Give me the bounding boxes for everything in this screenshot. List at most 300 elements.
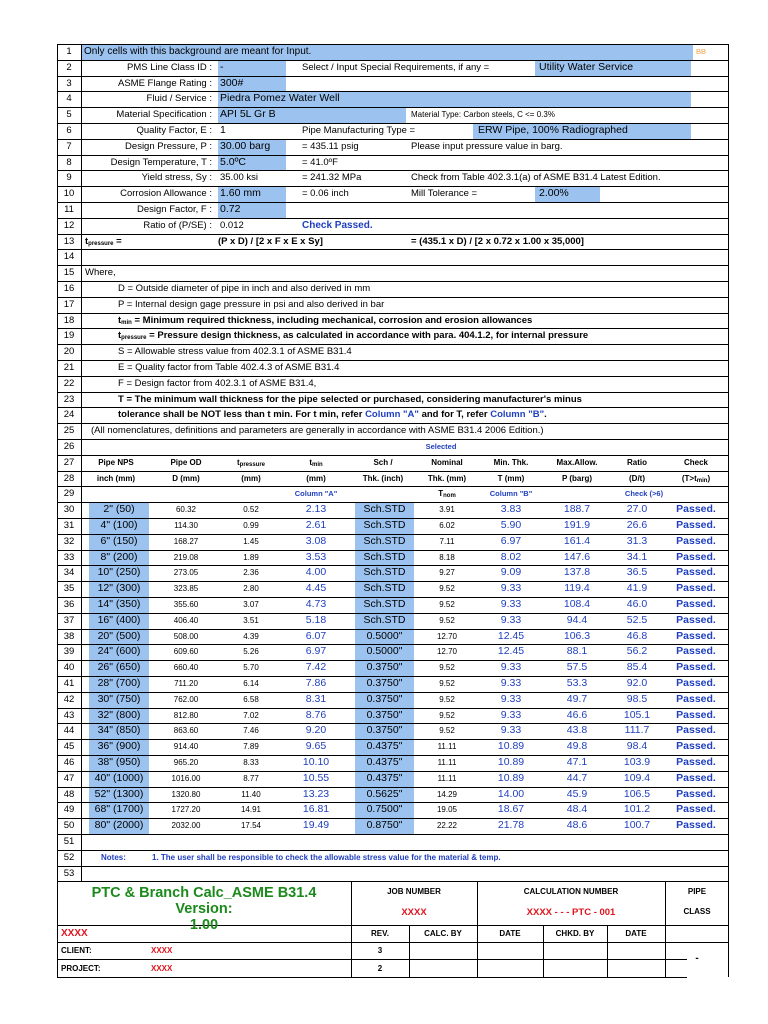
grid-line <box>57 155 729 156</box>
col-min-thk: Min. Thk. <box>493 457 529 467</box>
table-row <box>57 534 729 550</box>
tmin-cell: 6.07 <box>305 629 327 642</box>
definition-e: E = Quality factor from Table 402.4.3 of ASME B31.4 <box>118 362 340 373</box>
schedule-input[interactable]: 0.3750" <box>355 676 414 692</box>
nominal-thk-cell: 9.52 <box>439 663 455 673</box>
row-number: 35 <box>63 583 75 595</box>
nps-input[interactable]: 36" (900) <box>89 739 149 755</box>
col-tnom-symbol: Tnom <box>438 489 456 500</box>
grid-line <box>57 344 729 345</box>
quality-factor-value: 1 <box>220 124 226 136</box>
check-status-cell: Passed. <box>676 534 716 547</box>
grid-line <box>57 376 729 377</box>
od-cell: 2032.00 <box>171 821 201 831</box>
row-1 <box>57 44 729 60</box>
definition-tmin: tmin = Minimum required thickness, including mechanical, corrosion and erosion allowances <box>118 314 533 326</box>
ratio-cell: 103.9 <box>623 756 651 768</box>
nps-input[interactable]: 24" (600) <box>89 644 149 660</box>
grid-line <box>57 186 729 187</box>
od-cell: 1016.00 <box>171 773 201 783</box>
min-thk-cell: 9.33 <box>500 582 522 595</box>
mill-tolerance-label: Mill Tolerance = <box>411 188 478 200</box>
ratio-cell: 34.1 <box>626 550 648 563</box>
grid-line <box>57 249 729 250</box>
min-thk-cell: 3.83 <box>500 503 522 516</box>
nps-input[interactable]: 38" (950) <box>89 755 149 771</box>
schedule-input[interactable]: 0.3750" <box>355 660 414 676</box>
col-pipe-nps-unit: inch (mm) <box>96 473 136 483</box>
nominal-thk-cell: 9.52 <box>439 726 455 736</box>
project-label: PROJECT: <box>61 964 101 973</box>
nominal-thk-cell: 8.18 <box>439 552 455 562</box>
table-row <box>57 723 729 739</box>
definition-s: S = Allowable stress value from 402.3.1 of ASME B31.4 <box>118 346 352 358</box>
grid-line <box>57 534 729 535</box>
client-value: XXXX <box>151 946 173 955</box>
check-status-cell: Passed. <box>676 598 716 610</box>
tpressure-cell: 1.89 <box>243 552 259 562</box>
grid-line <box>57 755 729 756</box>
check-status-cell: Passed. <box>676 613 716 626</box>
table-row <box>57 565 729 581</box>
tmin-cell: 9.65 <box>305 740 327 753</box>
grid-line <box>57 692 729 693</box>
date2-label: DATE <box>625 929 647 938</box>
schedule-input[interactable]: 0.7500" <box>355 802 414 818</box>
min-thk-cell: 10.89 <box>497 756 525 768</box>
pms-line-class-label: PMS Line Class ID : <box>127 61 212 73</box>
tmin-cell: 4.45 <box>305 582 327 595</box>
check-status-cell: Passed. <box>676 645 716 658</box>
table-row <box>57 818 729 834</box>
tmin-cell: 2.61 <box>305 519 327 531</box>
col-tmin: tmin <box>309 457 323 468</box>
schedule-input[interactable]: 0.4375" <box>355 771 414 787</box>
col-nominal-unit: Thk. (mm) <box>427 473 467 483</box>
calc-number-value: XXXX - - - PTC - 001 <box>526 907 616 918</box>
row-number: 2 <box>66 61 72 73</box>
tmin-cell: 2.13 <box>305 503 327 516</box>
definition-p: P = Internal design gage pressure in psi and also derived in bar <box>118 298 385 310</box>
tpressure-cell: 7.46 <box>243 726 259 736</box>
col-sch-unit: Thk. (inch) <box>362 473 404 483</box>
min-thk-cell: 9.33 <box>500 613 522 626</box>
tpressure-formula: (P x D) / [2 x F x E x Sy] <box>218 235 323 247</box>
row-number: 5 <box>66 109 72 121</box>
check-status-cell: Passed. <box>676 787 716 800</box>
check-status-cell: Passed. <box>676 756 716 768</box>
grid-line <box>57 629 729 630</box>
material-spec-label: Material Specification : <box>116 109 212 121</box>
row-number: 31 <box>63 520 75 531</box>
nominal-thk-cell: 9.52 <box>439 615 455 625</box>
ratio-cell: 85.4 <box>626 661 648 674</box>
grid-line <box>57 392 729 393</box>
min-thk-cell: 9.33 <box>500 598 522 610</box>
tmin-cell: 4.00 <box>305 566 327 579</box>
min-thk-cell: 9.09 <box>500 566 522 579</box>
row-number: 47 <box>63 772 75 784</box>
nps-input[interactable]: 12" (300) <box>89 581 149 597</box>
check-status-cell: Passed. <box>676 803 716 816</box>
col-ratio-unit: (D/t) <box>629 473 645 483</box>
tpressure-cell: 6.58 <box>243 694 259 704</box>
grid-line <box>57 455 729 456</box>
tpressure-cell: 11.40 <box>241 789 261 799</box>
schedule-input[interactable]: Sch.STD <box>355 518 414 534</box>
schedule-input[interactable]: 0.3750" <box>355 708 414 724</box>
nps-input[interactable]: 34" (850) <box>89 723 149 739</box>
schedule-input[interactable]: 0.4375" <box>355 755 414 771</box>
row-number: 29 <box>63 488 75 500</box>
grid-line <box>57 360 729 361</box>
grid-line <box>57 597 729 598</box>
nominal-thk-cell: 11.11 <box>437 773 457 783</box>
schedule-input[interactable]: Sch.STD <box>355 534 414 550</box>
tmin-cell: 7.86 <box>305 677 327 689</box>
max-allow-pressure-cell: 57.5 <box>566 661 588 674</box>
nps-input[interactable]: 6" (150) <box>89 534 149 550</box>
check-status-cell: Passed. <box>676 582 716 595</box>
col-max-allow: Max.Allow. <box>556 457 598 467</box>
grid-line <box>57 818 729 819</box>
row-number: 39 <box>63 646 75 658</box>
od-cell: 60.32 <box>175 505 197 515</box>
special-req-label: Select / Input Special Requirements, if any = <box>302 61 490 73</box>
nominal-thk-cell: 19.05 <box>436 805 458 815</box>
tpressure-cell: 6.14 <box>243 679 259 688</box>
od-cell: 219.08 <box>173 552 199 562</box>
tmin-cell: 9.20 <box>305 724 327 737</box>
row-number: 10 <box>63 188 75 200</box>
input-legend: Only cells with this background are meant for Input. <box>81 44 693 60</box>
design-temp-label: Design Temperature, T : <box>110 156 212 168</box>
tpressure-cell: 3.07 <box>243 600 259 609</box>
row-number: 22 <box>63 377 75 389</box>
schedule-input[interactable]: Sch.STD <box>355 565 414 581</box>
nps-input[interactable]: 32" (800) <box>89 708 149 724</box>
ratio-psE-label: Ratio of (P/SE) : <box>143 219 212 231</box>
tmin-cell: 10.10 <box>302 756 330 768</box>
ratio-cell: 106.5 <box>623 787 651 800</box>
grid-line <box>57 581 729 582</box>
grid-line <box>57 297 729 298</box>
nps-input[interactable]: 52" (1300) <box>89 787 149 803</box>
nps-input[interactable]: 16" (400) <box>89 613 149 629</box>
min-thk-cell: 8.02 <box>500 550 522 563</box>
notes-label: Notes: <box>101 852 126 862</box>
row-number: 32 <box>63 535 75 547</box>
row-number: 49 <box>63 804 75 816</box>
col-tpressure: tpressure <box>236 457 266 468</box>
rev-3: 3 <box>377 946 383 955</box>
table-row <box>57 644 729 660</box>
material-type: Material Type: Carbon steels, C <= 0.3% <box>411 110 555 120</box>
tmin-cell: 5.18 <box>305 613 327 626</box>
col-check-unit: (T>tmin) <box>681 473 711 484</box>
min-thk-cell: 14.00 <box>497 787 525 800</box>
grid-line <box>57 139 729 140</box>
table-row <box>57 581 729 597</box>
definition-d: D = Outside diameter of pipe in inch and also derived in mm <box>118 283 371 294</box>
nps-input[interactable]: 14" (350) <box>89 597 149 613</box>
table-row <box>57 802 729 818</box>
grid-line <box>57 550 729 551</box>
design-pressure-psig: = 435.11 psig <box>302 140 359 152</box>
tpressure-cell: 0.52 <box>243 505 259 515</box>
yield-stress-hint: Check from Table 402.3.1(a) of ASME B31.4 Latest Edition. <box>411 172 661 184</box>
row-number: 33 <box>63 551 75 563</box>
grid-line <box>57 234 729 235</box>
row-number: 25 <box>63 425 75 437</box>
col-pipe-nps: Pipe NPS <box>98 457 134 467</box>
yield-stress-label: Yield stress, Sy : <box>141 172 212 184</box>
row-number: 27 <box>63 456 75 468</box>
chkd-by-label: CHKD. BY <box>555 929 595 938</box>
col-pipe-od-unit: D (mm) <box>172 473 200 483</box>
grid-line <box>57 328 729 329</box>
nps-input[interactable]: 2" (50) <box>89 502 149 518</box>
mill-tolerance-input[interactable]: 2.00% <box>535 186 600 202</box>
grid-line <box>57 502 729 503</box>
od-cell: 273.05 <box>173 568 199 578</box>
od-cell: 609.60 <box>173 647 199 657</box>
design-factor-label: Design Factor, F : <box>137 204 212 215</box>
schedule-input[interactable]: Sch.STD <box>355 502 414 518</box>
max-allow-pressure-cell: 94.4 <box>566 613 588 626</box>
max-allow-pressure-cell: 191.9 <box>563 519 591 531</box>
row-number: 21 <box>63 362 75 373</box>
row-number: 52 <box>63 851 75 863</box>
grid-line <box>57 486 729 487</box>
ratio-cell: 36.5 <box>626 566 648 579</box>
nominal-thk-cell: 11.11 <box>437 758 457 767</box>
ratio-cell: 100.7 <box>623 819 651 832</box>
grid-line <box>57 76 729 77</box>
nps-input[interactable]: 68" (1700) <box>89 802 149 818</box>
ratio-cell: 109.4 <box>623 771 651 784</box>
tpressure-cell: 1.45 <box>243 536 259 546</box>
grid-line <box>57 107 729 108</box>
row-number: 30 <box>63 504 75 516</box>
ratio-cell: 111.7 <box>624 724 650 737</box>
row-number: 11 <box>64 204 74 215</box>
nps-input[interactable]: 40" (1000) <box>89 771 149 787</box>
tpressure-cell: 3.51 <box>243 615 259 625</box>
company-name: XXXX <box>61 928 88 939</box>
pressure-hint: Please input pressure value in barg. <box>411 140 563 152</box>
table-row <box>57 502 729 518</box>
pipe-mfg-type-input[interactable]: ERW Pipe, 100% Radiographed <box>473 123 691 139</box>
sheet-title: PTC & Branch Calc_ASME B31.4 Version: 1.00 <box>91 885 317 933</box>
od-cell: 711.20 <box>174 679 198 688</box>
grid-line <box>57 850 729 851</box>
row-number: 15 <box>63 267 75 279</box>
tmin-cell: 10.55 <box>302 771 330 784</box>
cell-code: BB <box>695 47 706 56</box>
class-value: - <box>695 953 699 964</box>
row-number: 46 <box>63 757 75 768</box>
table-row <box>57 692 729 708</box>
nps-input[interactable]: 8" (200) <box>89 550 149 566</box>
row-number: 18 <box>63 314 75 326</box>
definition-tpressure: tpressure = Pressure design thickness, as calculated in accordance with para. 404.1.2, for internal pressure <box>118 330 589 342</box>
min-thk-cell: 10.89 <box>497 740 525 753</box>
row-number: 38 <box>63 630 75 642</box>
job-number-value: XXXX <box>401 907 427 918</box>
nps-input[interactable]: 4" (100) <box>89 518 149 534</box>
schedule-input[interactable]: 0.3750" <box>355 692 414 708</box>
max-allow-pressure-cell: 53.3 <box>566 677 588 689</box>
max-allow-pressure-cell: 137.8 <box>563 566 591 579</box>
schedule-input[interactable]: Sch.STD <box>355 550 414 566</box>
grid-line <box>57 439 729 440</box>
corrosion-allowance-label: Corrosion Allowance : <box>120 188 212 200</box>
row-number: 28 <box>63 472 75 484</box>
od-cell: 114.30 <box>174 521 198 530</box>
min-thk-cell: 9.33 <box>500 661 522 674</box>
schedule-input[interactable]: 0.5000" <box>355 644 414 660</box>
schedule-input[interactable]: 0.8750" <box>355 818 414 834</box>
grid-line <box>57 123 729 124</box>
od-cell: 323.85 <box>173 584 199 594</box>
rev-label: REV. <box>371 929 389 938</box>
max-allow-pressure-cell: 108.4 <box>563 598 591 610</box>
check-status-cell: Passed. <box>676 692 716 705</box>
tpressure-cell: 7.89 <box>243 742 259 752</box>
nps-input[interactable]: 28" (700) <box>89 676 149 692</box>
max-allow-pressure-cell: 47.1 <box>566 756 588 768</box>
grid-line <box>57 771 729 772</box>
grid-line <box>57 313 729 314</box>
ratio-cell: 27.0 <box>626 503 648 516</box>
special-req-input[interactable]: Utility Water Service <box>535 60 691 76</box>
nominal-thk-cell: 9.52 <box>439 694 455 704</box>
check-status-cell: Passed. <box>676 740 716 753</box>
tmin-cell: 3.08 <box>305 534 327 547</box>
schedule-input[interactable]: 0.5625" <box>355 787 414 803</box>
nominal-thk-cell: 3.91 <box>439 505 455 515</box>
table-row <box>57 550 729 566</box>
nominal-thk-cell: 9.52 <box>439 710 455 720</box>
min-thk-cell: 12.45 <box>497 645 525 658</box>
ratio-cell: 31.3 <box>626 534 648 547</box>
ratio-check-hint: Check (>6) <box>624 489 664 499</box>
table-row <box>57 771 729 787</box>
min-thk-cell: 9.33 <box>500 677 522 689</box>
row-number: 20 <box>63 346 75 358</box>
schedule-input[interactable]: Sch.STD <box>355 581 414 597</box>
corrosion-allowance-input[interactable]: 1.60 mm <box>218 186 286 202</box>
schedule-input[interactable]: Sch.STD <box>355 613 414 629</box>
check-status-cell: Passed. <box>676 519 716 531</box>
yield-stress-mpa: = 241.32 MPa <box>302 172 362 184</box>
tpressure-cell: 7.02 <box>243 710 259 720</box>
tpressure-cell: 14.91 <box>240 805 262 815</box>
nps-input[interactable]: 30" (750) <box>89 692 149 708</box>
nominal-thk-cell: 9.52 <box>439 679 455 688</box>
flange-rating-input[interactable]: 300# <box>218 76 286 92</box>
pms-line-class-input[interactable]: - <box>218 60 286 76</box>
max-allow-pressure-cell: 161.4 <box>563 534 591 547</box>
nominal-thk-cell: 7.11 <box>439 536 455 546</box>
od-cell: 1727.20 <box>171 805 201 815</box>
design-pressure-input[interactable]: 30.00 barg <box>218 139 286 155</box>
col-check: Check <box>683 457 708 467</box>
nps-input[interactable]: 26" (650) <box>89 660 149 676</box>
schedule-input[interactable]: 0.5000" <box>355 629 414 645</box>
check-status-cell: Passed. <box>676 708 716 721</box>
row-number: 7 <box>66 140 72 152</box>
note-1: 1. The user shall be responsible to check the allowable stress value for the material & temp. <box>152 852 501 862</box>
design-factor-input[interactable]: 0.72 <box>218 202 286 218</box>
row-number: 36 <box>63 599 75 610</box>
nps-input[interactable]: 10" (250) <box>89 565 149 581</box>
tmin-cell: 19.49 <box>302 819 330 832</box>
max-allow-pressure-cell: 49.7 <box>566 692 588 705</box>
grid-line <box>57 613 729 614</box>
row-number: 44 <box>63 725 75 737</box>
row-number: 37 <box>63 614 75 626</box>
od-cell: 762.00 <box>173 694 199 704</box>
corrosion-allowance-inch: = 0.06 inch <box>302 188 349 200</box>
table-row <box>57 613 729 629</box>
col-tmin-unit: (mm) <box>306 473 326 483</box>
ratio-cell: 98.5 <box>626 692 648 705</box>
check-status-cell: Passed. <box>676 724 716 737</box>
grid-line <box>57 644 729 645</box>
table-row <box>57 708 729 724</box>
schedule-input[interactable]: 0.4375" <box>355 739 414 755</box>
row-number: 43 <box>63 709 75 721</box>
tpressure-cell: 17.54 <box>240 821 262 831</box>
calc-by-label: CALC. BY <box>424 929 462 938</box>
calc-number-label: CALCULATION NUMBER <box>523 887 619 896</box>
min-thk-cell: 9.33 <box>500 708 522 721</box>
tmin-cell: 7.42 <box>305 661 327 674</box>
schedule-input[interactable]: 0.3750" <box>355 723 414 739</box>
check-status-cell: Passed. <box>676 771 716 784</box>
row-number: 13 <box>63 235 75 247</box>
max-allow-pressure-cell: 49.8 <box>566 740 588 753</box>
job-number-label: JOB NUMBER <box>387 887 441 896</box>
od-cell: 812.80 <box>173 710 199 720</box>
nominal-thk-cell: 12.70 <box>436 631 458 641</box>
tmin-cell: 13.23 <box>302 787 330 800</box>
row-number: 26 <box>63 441 75 452</box>
col-sch: Sch / <box>373 457 393 467</box>
definition-t: T = The minimum wall thickness for the pipe selected or purchased, considering manufacturer's minus <box>118 393 582 405</box>
nps-input[interactable]: 80" (2000) <box>89 818 149 834</box>
row-number: 9 <box>66 172 72 184</box>
material-spec-input[interactable]: API 5L Gr B <box>218 107 406 123</box>
grid-line <box>57 866 729 867</box>
tpressure-formula-numeric: = (435.1 x D) / [2 x 0.72 x 1.00 x 35,000] <box>411 235 584 247</box>
grid-line <box>57 91 729 92</box>
date-label: DATE <box>499 929 521 938</box>
grid-line <box>57 518 729 519</box>
fluid-service-input[interactable]: Piedra Pomez Water Well <box>218 91 691 107</box>
schedule-input[interactable]: Sch.STD <box>355 597 414 613</box>
nps-input[interactable]: 20" (500) <box>89 629 149 645</box>
row-number: 23 <box>63 393 75 405</box>
ratio-cell: 41.9 <box>626 582 648 595</box>
quality-factor-label: Quality Factor, E : <box>136 125 212 136</box>
row-number: 17 <box>63 298 75 310</box>
design-temp-input[interactable]: 5.0ºC <box>218 155 286 171</box>
definition-tolerance: tolerance shall be NOT less than t min. For t min, refer Column "A" and for T, refer Column "B". <box>118 409 547 421</box>
nominal-thk-cell: 9.27 <box>439 568 455 578</box>
